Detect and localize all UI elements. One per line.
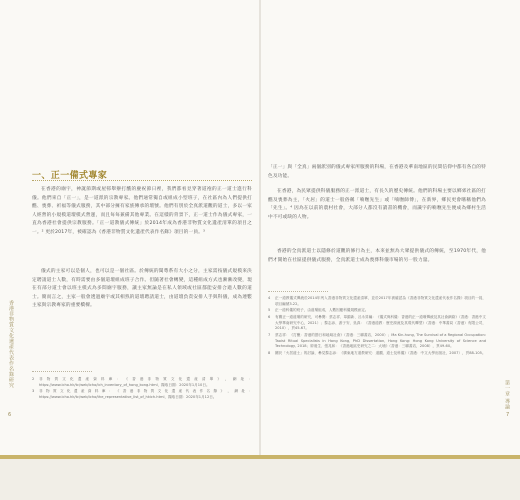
- footnote-number: 6: [268, 315, 271, 320]
- page-gutter: [259, 0, 261, 500]
- footnote-number: 3: [32, 389, 35, 394]
- left-paragraph-2: 儀式的主家可以是個人，也可以是一個社區。於傳統的閩粵系有大小之分，主家需按儀式規模來決定聘請道士人數，有時需要由多個道壇組成班子合作。但隨著社會轉變，這種組成方式也漸漸改變，現在有部分道士會以班主模式為多間廟宇服務，讓主家無論是在私人領域或社區都能安排合適人數的道士。簡而言之，主家一般會透過廟宇或其相熟的道壇聘請道士，由道壇負責安排人手與科儀，成為連繫主家與宗教專家的重要橋樑。: [32, 269, 252, 309]
- right-footnote-rule: [268, 291, 328, 293]
- heading-underline: [32, 180, 252, 182]
- footnote: [268, 333, 486, 350]
- footnote-text: 正一道科儀的班子，由道壇組成，人數因應科儀規模而定。: [275, 308, 369, 313]
- bottom-margin: [0, 459, 520, 500]
- left-running-title: 香港非物質文化遺產代表作名錄研究: [8, 300, 14, 388]
- footnote: [268, 296, 486, 307]
- footnote-number: 2: [32, 377, 35, 381]
- footnote: [32, 377, 252, 388]
- footnote-text: 蔡志祥：《打醮：香港的節日和地域社會》（香港：三聯書店，2000）；Ma Kin-hung, The Survival of a Regional Occupation: Taoist Ritual Specialists in Hong Kong, PhD Dissertation, Hong Kong: Hong Kong University of Science and Technology, 2018；廖迪生、張兆和：《香港地區史研究之二：大埔》（香港：三聯書店，2008），頁49-60。: [275, 333, 486, 349]
- footnote-text: 關於「火居道士」的討論，參見黎志添：《廣東地方道教研究：道觀、道士及科儀》（香港：中文大學出版社，2007），頁88-105。: [275, 351, 486, 356]
- footnote-text: 正一道教儀式傳統於2014年列入香港非物質文化遺產清單，並於2017年被確認為《香港非物質文化遺產代表作名錄》項目的一員，項目編號3.22。: [275, 296, 486, 306]
- left-footnotes: [32, 377, 252, 402]
- footnote: [268, 308, 486, 314]
- footnote-text: 有關正一道道壇的研究，可參閱：蔡志祥、韋錦新、呂永昇編：《儀式與科儀：香港的正一道壇傳統及其社會網絡》（香港：香港中文大學華南研究中心，2021）；黎志添、游子安、吳真：《香港道教：歷史源流及其現代轉型》（香港：中華書局（香港）有限公司，2010），頁45-67。: [275, 315, 486, 331]
- right-page-number: 7: [506, 412, 510, 418]
- right-running-title: 第一章 導論: [504, 380, 510, 410]
- right-paragraph-1: 「正一」與「全真」兩個派別的儀式專家所服務的科場，在香港及華南地區的民間信仰中都有各自的特色及功能。: [268, 165, 486, 179]
- left-paragraph-1: 在香港的廟宇，神誕節期或屋邨舉辦打醮的慶祝節日裡，我們都看見穿著道袍的正一道士進行科儀。他們來自「正一」，是一道派的宗教專家。他們通常獨自或組成小型班子，在社區內為人們提供打醮、喪葬、祈福等儀式服務，其中部分擁有家族傳承的壇號。他們有別於全真派道觀的道士，多以一家人經營的小規模道壇模式營運，而且每每兼備其他專業。在這樣的背景下，正一道士作為儀式專家，一直為香港社會提供宗教服務。「正一道教儀式傳統」於2014年成為香港非物質文化遺產清單的項目之一。² 更於2017年，被確認為《香港非物質文化遺產代表作名錄》項目的一員。³: [32, 187, 252, 235]
- right-footnotes: [268, 296, 486, 358]
- section-heading: 一、正一備式專家: [32, 171, 108, 181]
- footnote: [268, 351, 486, 357]
- footnote: [32, 389, 252, 400]
- footnote-number: 4: [268, 296, 271, 300]
- footnote-number: 7: [268, 333, 271, 338]
- right-paragraph-3: 香港的全真派道士以隱修於道觀的修行為主，本來並無為大眾提供儀式的傳統，至1970年代，他們才開始在社區提供儀式服務，全真派道士成為喪葬科儀市場的另一股力量。: [268, 249, 486, 263]
- footnote-text: 非物質文化遺產資料庫：《香港非物質文化遺產清單》，網址：https://www.icho.hk/tc/web/icho/ich_inventory_of_hong_kong.html，擷取日期：2020年1月10日。: [39, 377, 252, 387]
- footnote-text: 非物質文化遺產資料庫：《香港非物質文化遺產代表作名錄》，網址：https://www.icho.hk/tc/web/icho/the_representative_list_of_hkich.html，擷取日期：2020年1月12日。: [39, 389, 252, 399]
- right-paragraph-2: 在香港，為民眾提供科儀服務的正一派道士，有長久的歷史傳統。他們的科場主要以鄉郊社區的打醮及喪葬為主，「火居」的道士一般俗稱「喃嘸先生」或「喃嘸師傅」，在新界，鄉民更會暱稱他們為「先生」。⁴ 因為在以前的農村社會，大部分人都沒有讀書的機會，而識字的喃嘸先生便成為鄉村生活中不可或缺的人物。: [268, 189, 486, 220]
- footnote: [268, 315, 486, 332]
- footnote-number: 5: [268, 308, 271, 313]
- left-page-number: 6: [8, 412, 12, 418]
- footnote-number: 8: [268, 351, 271, 356]
- left-footnote-rule: [32, 371, 92, 373]
